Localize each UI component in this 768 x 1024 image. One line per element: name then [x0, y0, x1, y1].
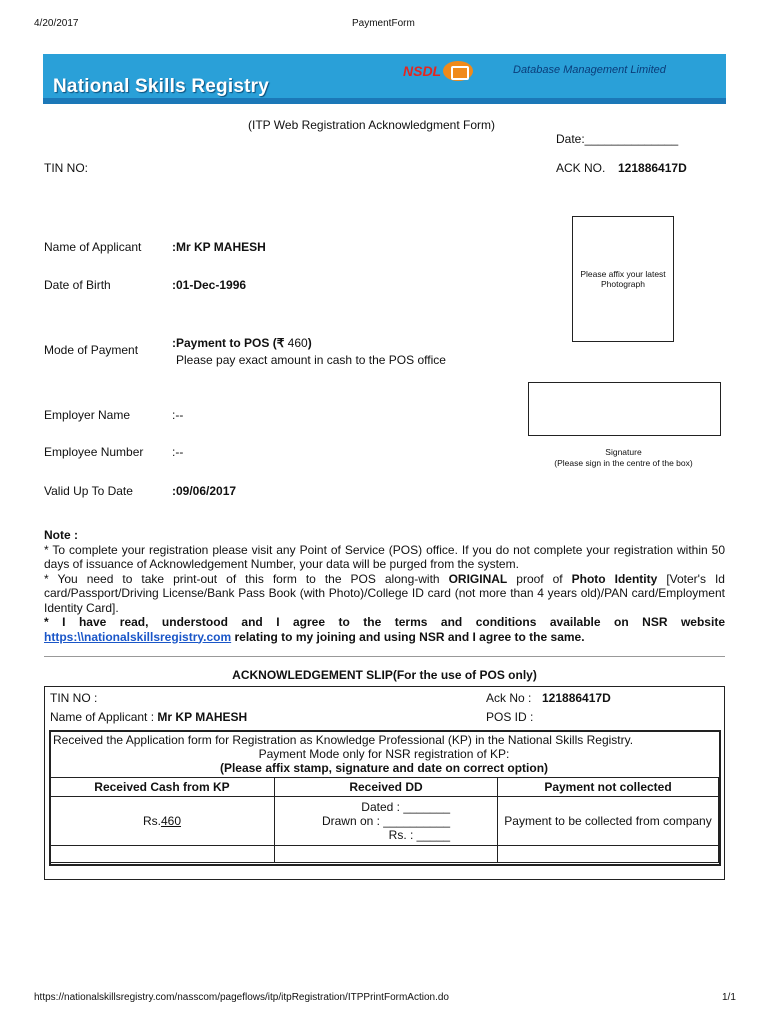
- banner-title: National Skills Registry: [53, 76, 269, 97]
- table-row: [50, 846, 719, 863]
- note-p1: * To complete your registration please visit any Point of Service (POS) office. If you do not complete your registration within 50 days of issuance of Acknowledgement Number, your data will be purged from the system.: [44, 542, 725, 571]
- slip-tin-label: TIN NO :: [50, 691, 98, 705]
- employer-label: Employer Name: [44, 408, 131, 422]
- col-cash: Received Cash from KP: [50, 778, 275, 797]
- date-field: Date:______________: [556, 132, 679, 146]
- name-label: Name of Applicant: [44, 240, 142, 254]
- note-p2e: [Voter's Id card/Passport/Driving License/Bank Pass Book (with Photo)/College ID card (not more than 4 years old)/PAN card/Employment Identity Card].: [44, 571, 725, 615]
- slip-ack-label: Ack No :: [486, 691, 532, 705]
- note-section: [44, 528, 725, 644]
- mode-value-text: :Payment to POS (: [172, 336, 277, 350]
- slip-posid-label: POS ID :: [486, 710, 534, 724]
- rupee-icon: ₹: [276, 336, 285, 350]
- divider: [44, 656, 725, 657]
- print-page-title: PaymentForm: [352, 18, 415, 29]
- note-p2: [44, 572, 725, 616]
- tin-label: TIN NO:: [44, 161, 88, 175]
- form-heading: (ITP Web Registration Acknowledgment Form): [248, 118, 495, 132]
- photo-box-text: Please affix your latest Photograph: [580, 269, 666, 289]
- banner-company: Database Management Limited: [513, 64, 666, 76]
- signature-label: Signature: [605, 447, 642, 457]
- note-p3: [44, 615, 725, 644]
- print-page-count: 1/1: [722, 992, 736, 1003]
- slip-payment-mode-line: Payment Mode only for NSR registration of KP:: [258, 747, 510, 761]
- note-p3b: relating to my joining and using NSR and I agree to the same.: [231, 629, 585, 644]
- photo-box: [572, 216, 674, 342]
- empno-value: :--: [172, 445, 184, 459]
- mode-value: [172, 336, 312, 350]
- dd-details: [322, 800, 450, 842]
- dd-dated: Dated : _______: [361, 800, 451, 814]
- nsr-banner: [43, 54, 726, 104]
- dd-cell: [275, 797, 498, 846]
- table-header-row: [50, 778, 719, 797]
- note-p2a: * You need to take print-out of this form to the POS along-with: [44, 571, 449, 586]
- dob-value: :01-Dec-1996: [172, 278, 247, 292]
- table-row: [50, 797, 719, 846]
- slip-received-line: Received the Application form for Registration as Knowledge Professional (KP) in the National Skills Registry.: [53, 733, 634, 747]
- mode-close: ): [307, 336, 312, 350]
- note-original: ORIGINAL: [448, 571, 508, 586]
- print-date: 4/20/2017: [34, 18, 79, 29]
- nsdl-logo-icon: [443, 61, 473, 81]
- nsr-website-link[interactable]: https:\\nationalskillsregistry.com: [44, 629, 232, 644]
- signature-box: [528, 382, 721, 436]
- employer-value: :--: [172, 408, 184, 422]
- name-value: :Mr KP MAHESH: [172, 240, 266, 254]
- ack-label: ACK NO.: [556, 161, 606, 175]
- note-p3a: * I have read, understood and I agree to the terms and conditions available on NSR website: [44, 615, 725, 629]
- signature-caption: [528, 447, 719, 469]
- col-not-collected: Payment not collected: [498, 778, 719, 797]
- mode-label: Mode of Payment: [44, 343, 139, 357]
- note-title: Note :: [44, 528, 78, 542]
- cash-prefix: Rs.: [142, 814, 161, 828]
- col-dd: Received DD: [275, 778, 498, 797]
- note-p2c: proof of: [507, 571, 572, 586]
- valid-label: Valid Up To Date: [44, 484, 133, 498]
- note-photo-identity: Photo Identity: [571, 571, 658, 586]
- slip-name-value: Mr KP MAHESH: [157, 710, 248, 724]
- slip-ack-value: 121886417D: [542, 691, 611, 705]
- mode-amount: 460: [284, 336, 308, 350]
- nsdl-logo-text: NSDL: [403, 63, 442, 79]
- slip-name-label: Name of Applicant :: [50, 710, 155, 724]
- banner-stripe: [43, 98, 726, 104]
- not-collected-cell: Payment to be collected from company: [498, 797, 719, 846]
- slip-title: ACKNOWLEDGEMENT SLIP(For the use of POS only): [232, 668, 537, 682]
- empty-cell: [498, 846, 719, 863]
- cash-cell: [50, 797, 275, 846]
- valid-value: :09/06/2017: [172, 484, 237, 498]
- print-url: https://nationalskillsregistry.com/nasscom/pageflows/itp/itpRegistration/ITPPrintFormAction.do: [34, 992, 449, 1003]
- dd-drawn: Drawn on : __________: [321, 814, 451, 828]
- slip-affix-line: (Please affix stamp, signature and date on correct option): [219, 761, 549, 775]
- empno-label: Employee Number: [44, 445, 144, 459]
- dob-label: Date of Birth: [44, 278, 111, 292]
- ack-value: 121886417D: [618, 161, 687, 175]
- cash-amount: 460: [160, 814, 182, 828]
- signature-note: (Please sign in the centre of the box): [554, 458, 693, 468]
- empty-cell: [50, 846, 275, 863]
- slip-payment-table: [49, 777, 719, 863]
- empty-cell: [275, 846, 498, 863]
- mode-note: Please pay exact amount in cash to the POS office: [176, 353, 446, 367]
- dd-rs: Rs. : _____: [388, 828, 451, 842]
- slip-name-row: [50, 710, 247, 724]
- nsdl-logo: [403, 60, 473, 82]
